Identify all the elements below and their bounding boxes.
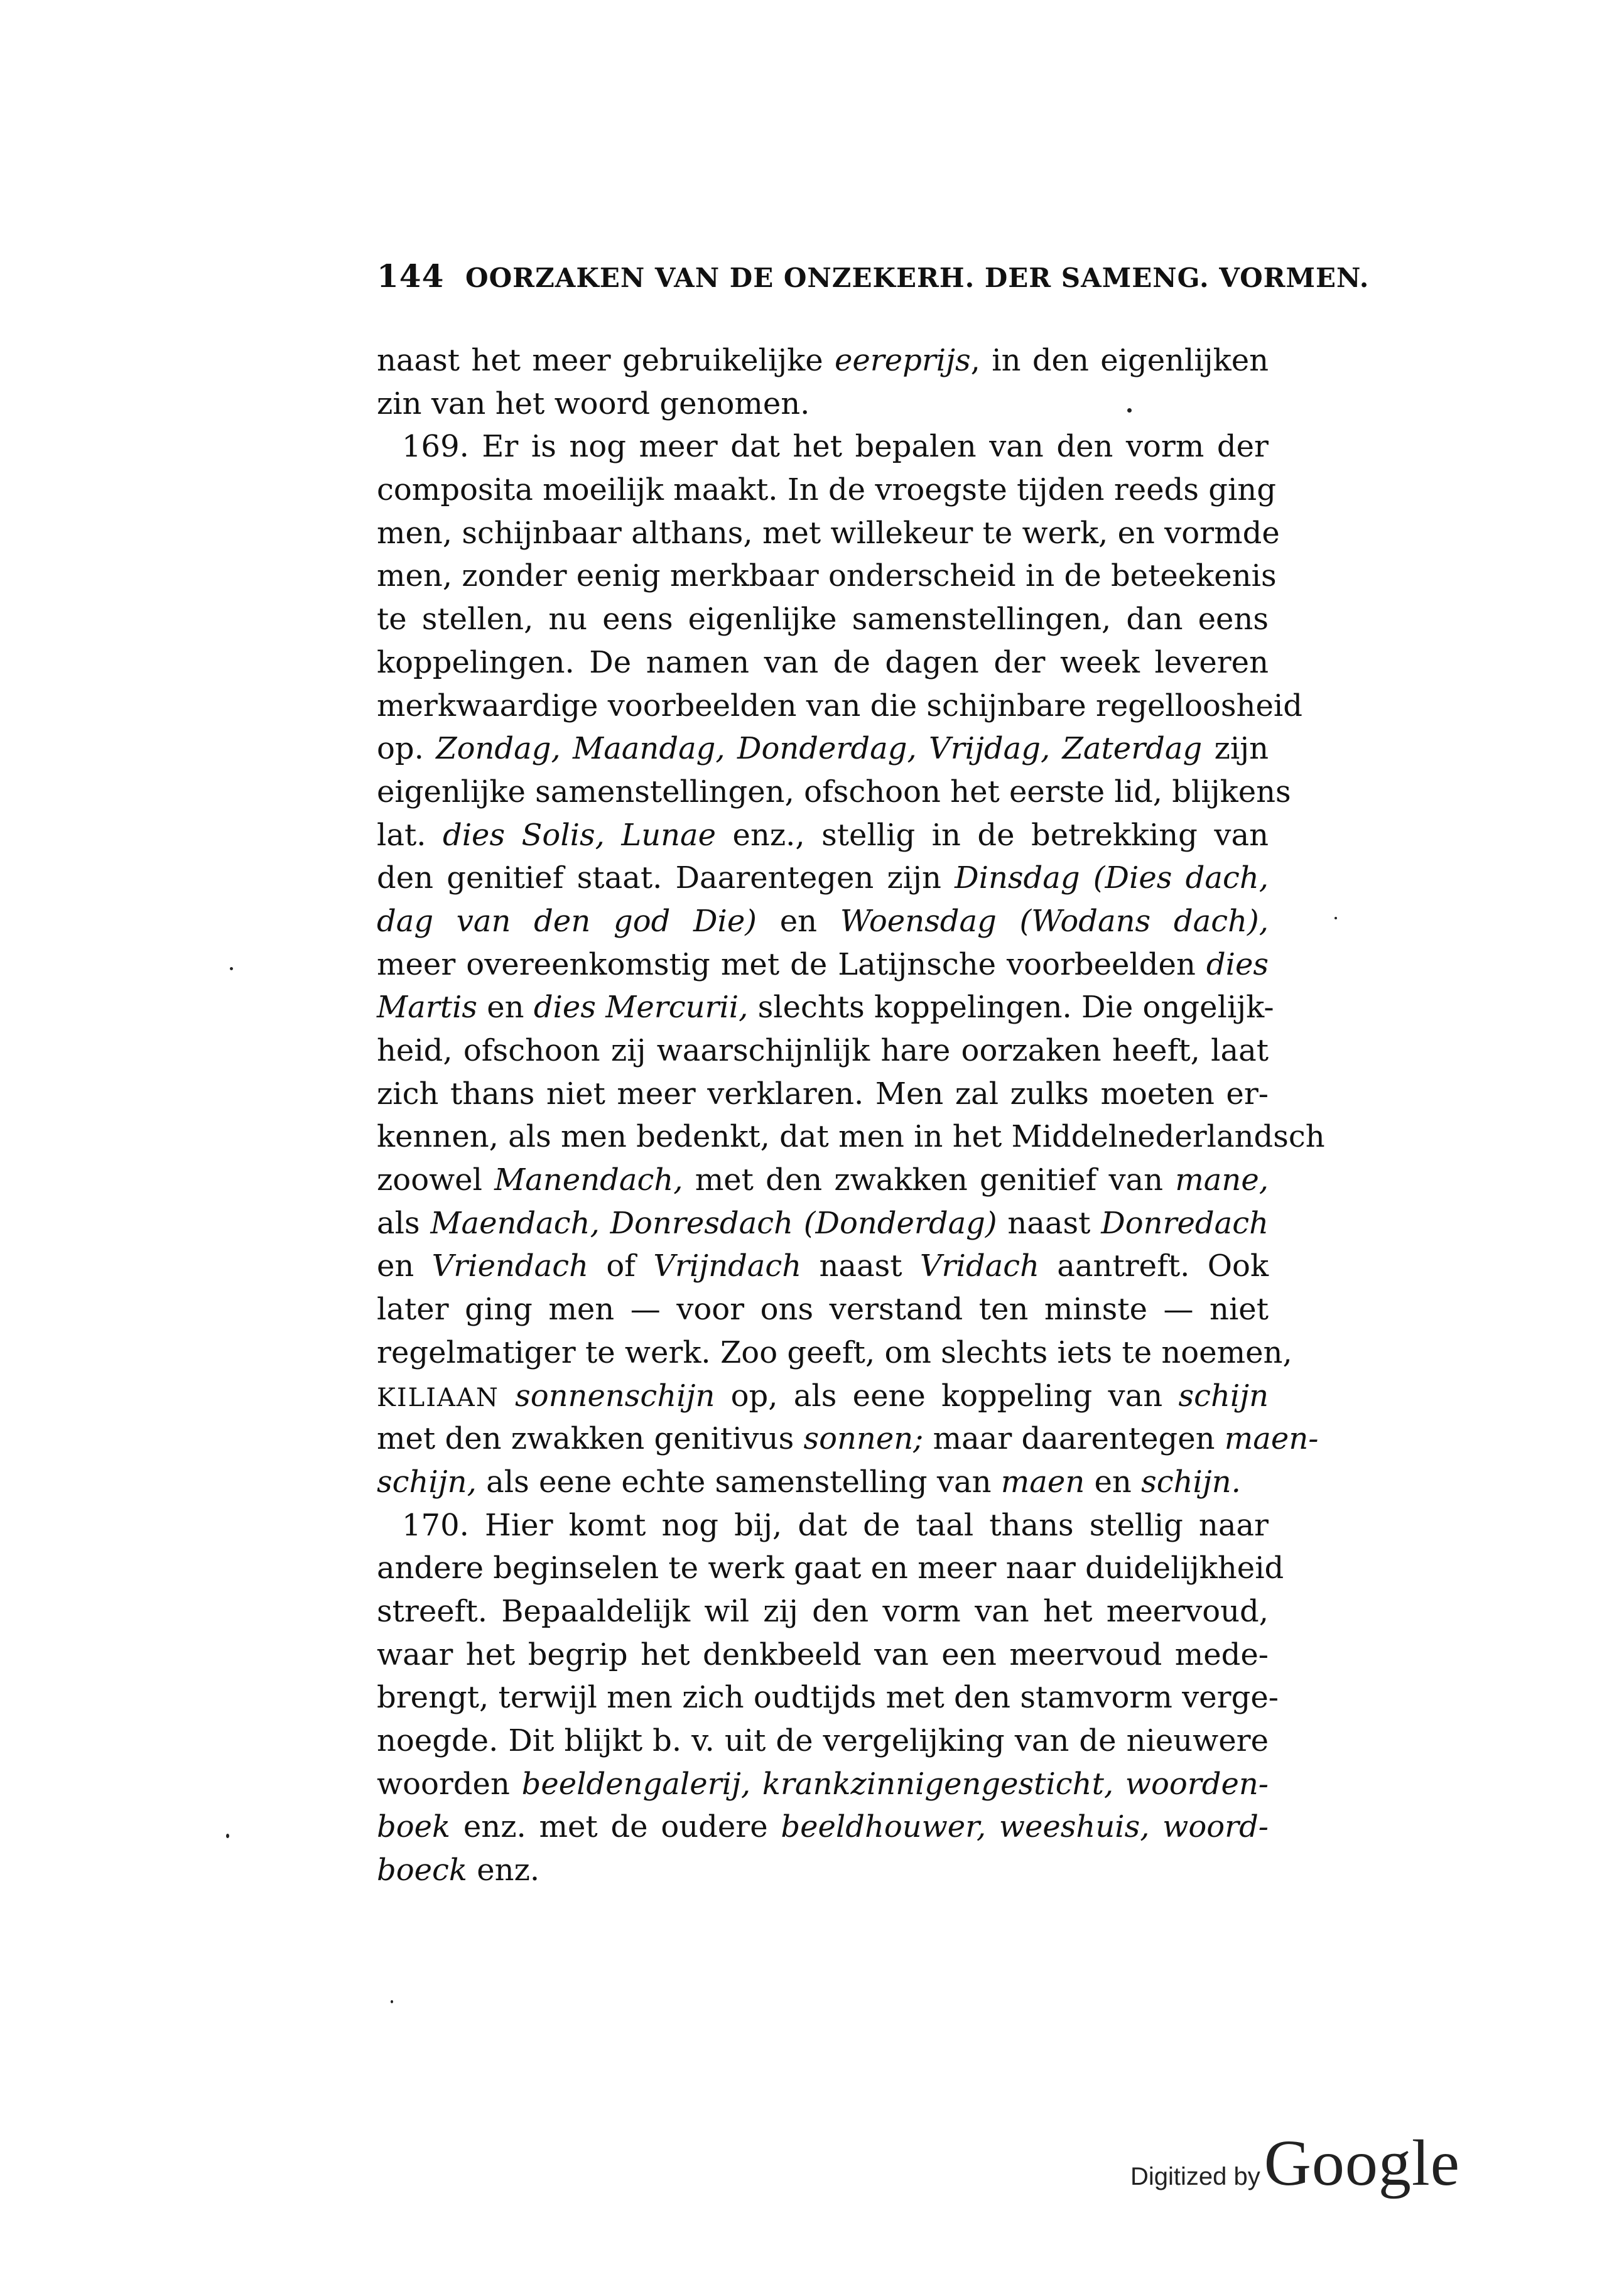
text-line xyxy=(377,1590,1269,1633)
paragraph-169-start xyxy=(377,425,1269,468)
italic-term: schijn xyxy=(1178,1378,1269,1414)
italic-term: Maendach, Donresdach (Donderdag) xyxy=(430,1205,997,1241)
text-run: enz. met de oudere xyxy=(450,1809,781,1845)
text-run: en xyxy=(477,990,534,1025)
body-text xyxy=(377,339,1325,1892)
text-run: naast xyxy=(801,1248,920,1284)
text-run: en xyxy=(1085,1464,1142,1500)
author-name-smallcaps: KILIAAN xyxy=(377,1383,499,1412)
text-run: enz., stellig in de betrekking van xyxy=(716,817,1269,853)
text-line xyxy=(377,641,1269,685)
text-run: , in den eigenlijken xyxy=(970,343,1269,378)
text-line xyxy=(377,1375,1269,1418)
text-run: zin van het woord genomen. xyxy=(377,386,810,421)
text-line xyxy=(377,943,1269,987)
text-line xyxy=(377,598,1269,641)
text-line xyxy=(377,1633,1269,1677)
text-line xyxy=(377,1288,1269,1331)
text-run: later ging men — voor ons verstand ten minste — niet xyxy=(377,1292,1269,1328)
text-line xyxy=(377,1676,1279,1719)
italic-term: Manendach, xyxy=(494,1162,683,1198)
text-run: koppelingen. De namen van de dagen der week leveren xyxy=(377,644,1269,680)
page-number: 144 xyxy=(377,257,445,295)
text-run: merkwaardige voorbeelden van die schijnbare regelloosheid xyxy=(377,688,1302,723)
text-run: op, als eene koppeling van xyxy=(715,1378,1179,1414)
italic-term: beeldhouwer, weeshuis, woord- xyxy=(781,1809,1269,1845)
text-line xyxy=(377,1763,1269,1806)
text-run: aantreft. Ook xyxy=(1039,1248,1269,1284)
italic-term: dag van den god Die) xyxy=(377,903,757,939)
text-line xyxy=(377,900,1269,943)
text-run: meer overeenkomstig met de Latijnsche voorbeelden xyxy=(377,946,1206,982)
text-run: men, zonder eenig merkbaar onderscheid in de beteekenis xyxy=(377,558,1277,594)
text-run: zich thans niet meer verklaren. Men zal zulks moeten er- xyxy=(377,1076,1269,1112)
text-run: kennen, als men bedenkt, dat men in het Middelnederlandsch xyxy=(377,1119,1325,1155)
text-run: op. xyxy=(377,731,436,767)
text-line xyxy=(377,727,1269,771)
text-line xyxy=(377,1417,1319,1461)
italic-term: beeldengalerij, krankzinnigengesticht, woorden- xyxy=(521,1766,1269,1802)
text-line xyxy=(377,1805,1269,1849)
text-run: men, schijnbaar althans, met willekeur te werk, en vormde xyxy=(377,515,1280,551)
text-run: naast xyxy=(997,1205,1102,1241)
text-run: als eene echte samenstelling van xyxy=(476,1464,1001,1500)
italic-term: Zondag, Maandag, Donderdag, Vrijdag, Zaterdag xyxy=(436,731,1203,767)
text-run: andere beginselen te werk gaat en meer naar duidelijkheid xyxy=(377,1550,1284,1586)
italic-term: boek xyxy=(377,1809,451,1845)
text-run: en xyxy=(757,903,840,939)
text-run xyxy=(499,1378,515,1414)
italic-term: dies Mercurii, xyxy=(533,990,749,1025)
italic-term: Vridach xyxy=(919,1248,1039,1284)
text-run: composita moeilijk maakt. In de vroegste tijden reeds ging xyxy=(377,472,1276,508)
text-line xyxy=(377,555,1277,598)
text-run: eigenlijke samenstellingen, ofschoon het eerste lid, blijkens xyxy=(377,774,1291,809)
scan-speck xyxy=(1127,408,1132,413)
paragraph-170-start xyxy=(377,1504,1269,1547)
text-line xyxy=(377,1849,1269,1892)
text-run: maar daarentegen xyxy=(923,1421,1225,1457)
italic-term: sonnenschijn xyxy=(515,1378,715,1414)
scan-speck xyxy=(226,1834,229,1838)
running-title: OORZAKEN VAN DE ONZEKERH. DER SAMENG. VORMEN. xyxy=(465,262,1370,293)
text-line xyxy=(377,1073,1269,1116)
italic-term: Vrijndach xyxy=(653,1248,802,1284)
scan-speck xyxy=(1334,917,1337,919)
italic-term: Dinsdag (Dies dach, xyxy=(955,860,1269,896)
text-line xyxy=(377,1202,1269,1245)
italic-term: dies xyxy=(1206,946,1269,982)
text-line xyxy=(377,1115,1325,1159)
digitized-by-label: Digitized by xyxy=(1130,2163,1260,2190)
text-run: den genitief staat. Daarentegen zijn xyxy=(377,860,955,896)
italic-term: maen xyxy=(1000,1464,1085,1500)
text-line xyxy=(377,1029,1269,1073)
text-run: of xyxy=(588,1248,654,1284)
text-run: als xyxy=(377,1205,431,1241)
google-logo: Google xyxy=(1264,2127,1460,2199)
text-run: 170. Hier komt nog bij, dat de taal thans stellig naar xyxy=(402,1507,1269,1543)
italic-term: mane, xyxy=(1175,1162,1269,1198)
text-run: slechts koppelingen. Die ongelijk- xyxy=(748,990,1274,1025)
text-run: waar het begrip het denkbeeld van een meervoud mede- xyxy=(377,1637,1269,1672)
text-line xyxy=(377,771,1291,814)
text-run: lat. xyxy=(377,817,443,853)
text-run: met den zwakken genitief van xyxy=(683,1162,1176,1198)
italic-term: dies Solis, Lunae xyxy=(442,817,717,853)
italic-term: sonnen; xyxy=(803,1421,924,1457)
text-line xyxy=(377,1719,1269,1763)
text-line xyxy=(377,468,1276,512)
text-run: noegde. Dit blijkt b. v. uit de vergelijking van de nieuwere xyxy=(377,1723,1269,1758)
text-line xyxy=(377,1331,1292,1375)
text-run: brengt, terwijl men zich oudtijds met den stamvorm verge- xyxy=(377,1680,1279,1716)
text-run: woorden xyxy=(377,1766,522,1802)
italic-term: schijn. xyxy=(1141,1464,1241,1500)
italic-term: Vriendach xyxy=(431,1248,589,1284)
text-line xyxy=(377,685,1302,728)
text-run: zoowel xyxy=(377,1162,495,1198)
text-run: enz. xyxy=(467,1853,540,1888)
digitized-by-google-watermark xyxy=(1130,2126,1482,2220)
text-line xyxy=(377,339,1269,382)
italic-term: Martis xyxy=(377,990,477,1025)
text-run: heid, ofschoon zij waarschijnlijk hare oorzaken heeft, laat xyxy=(377,1033,1269,1068)
italic-term: maen- xyxy=(1224,1421,1319,1457)
italic-term: Donredach xyxy=(1101,1205,1269,1241)
text-run: te stellen, nu eens eigenlijke samenstellingen, dan eens xyxy=(377,602,1269,637)
text-line xyxy=(377,512,1280,555)
italic-term: eereprijs xyxy=(834,343,971,378)
italic-term: boeck xyxy=(377,1853,467,1888)
scan-speck xyxy=(391,2000,393,2003)
running-header xyxy=(377,257,1370,295)
text-line xyxy=(377,986,1274,1029)
text-line xyxy=(377,1245,1269,1288)
text-line xyxy=(377,1461,1269,1504)
text-run: met den zwakken genitivus xyxy=(377,1421,804,1457)
text-line xyxy=(377,382,1269,426)
text-line xyxy=(377,857,1269,900)
text-run: 169. Er is nog meer dat het bepalen van den vorm der xyxy=(402,429,1269,465)
text-run: naast het meer gebruikelijke xyxy=(377,343,835,378)
text-run: regelmatiger te werk. Zoo geeft, om slechts iets te noemen, xyxy=(377,1334,1292,1370)
text-run: streeft. Bepaaldelijk wil zij den vorm van het meervoud, xyxy=(377,1593,1269,1629)
italic-term: Woensdag (Wodans dach), xyxy=(840,903,1269,939)
italic-term: schijn, xyxy=(377,1464,477,1500)
text-line xyxy=(377,1547,1284,1590)
text-run: en xyxy=(377,1248,432,1284)
scan-speck xyxy=(230,967,233,970)
text-run: zijn xyxy=(1202,731,1269,767)
text-line xyxy=(377,814,1269,857)
text-line xyxy=(377,1159,1269,1202)
